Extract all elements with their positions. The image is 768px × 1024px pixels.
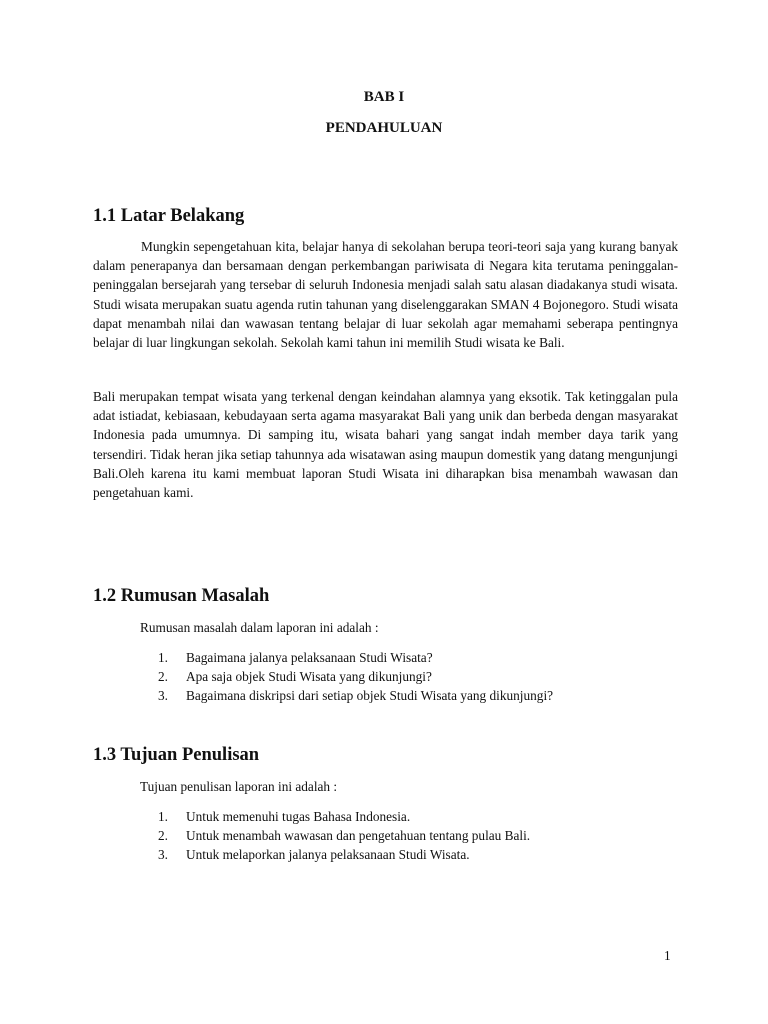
tujuan-penulisan-list xyxy=(158,807,530,864)
list-item xyxy=(158,686,553,705)
chapter-title: PENDAHULUAN xyxy=(325,120,443,136)
list-item-text: Untuk memenuhi tugas Bahasa Indonesia. xyxy=(186,809,411,824)
section-heading-latar-belakang: 1.1 Latar Belakang xyxy=(93,206,245,226)
rumusan-masalah-intro: Rumusan masalah dalam laporan ini adalah : xyxy=(140,620,379,635)
section-heading-rumusan-masalah: 1.2 Rumusan Masalah xyxy=(93,586,270,606)
paragraph-latar-belakang-1: Mungkin sepengetahuan kita, belajar hanya di sekolahan berupa teori-teori saja yang kurang banyak dalam penerapanya dan bersamaan dengan perkembangan pariwisata di Negara kita terutama peninggalan-peninggalan bersejarah yang tersebar di seluruh Indonesia menjadi salah satu alasan diadakanya studi wisata. Studi wisata merupakan suatu agenda rutin tahunan yang diselenggarakan SMAN 4 Bojonegoro. Studi wisata dapat menambah nilai dan wawasan tentang belajar di luar sekolah agar memahami seberapa pentingnya belajar di luar lingkungan sekolah. Sekolah kami tahun ini memilih Studi wisata ke Bali. xyxy=(93,239,678,351)
list-item xyxy=(158,845,530,864)
list-item xyxy=(158,807,530,826)
rumusan-masalah-list xyxy=(158,648,553,705)
list-item xyxy=(158,648,553,667)
list-item-text: Untuk melaporkan jalanya pelaksanaan Studi Wisata. xyxy=(186,847,470,862)
list-item-number: 2. xyxy=(158,828,168,843)
section-heading-tujuan-penulisan: 1.3 Tujuan Penulisan xyxy=(93,745,260,765)
list-item-text: Apa saja objek Studi Wisata yang dikunjungi? xyxy=(186,669,432,684)
list-item-text: Untuk menambah wawasan dan pengetahuan tentang pulau Bali. xyxy=(186,828,531,843)
list-item-number: 3. xyxy=(158,847,168,862)
list-item-number: 2. xyxy=(158,669,168,684)
tujuan-penulisan-intro: Tujuan penulisan laporan ini adalah : xyxy=(140,779,338,794)
list-item-number: 3. xyxy=(158,688,168,703)
page-number: 1 xyxy=(664,948,671,963)
chapter-number: BAB I xyxy=(363,89,405,105)
list-item-number: 1. xyxy=(158,809,168,824)
list-item-number: 1. xyxy=(158,650,168,665)
list-item-text: Bagaimana diskripsi dari setiap objek Studi Wisata yang dikunjungi? xyxy=(186,688,554,703)
paragraph-latar-belakang-2: Bali merupakan tempat wisata yang terkenal dengan keindahan alamnya yang eksotik. Tak ketinggalan pula adat istiadat, kebiasaan, kebudayaan serta agama masyarakat Bali yang unik dan berbeda dengan masyarakat Indonesia pada umumnya. Di samping itu, wisata bahari yang sangat indah member daya tarik yang tersendiri. Tidak heran jika setiap tahunnya ada wisatawan asing maupun domestik yang datang mengunjungi Bali.Oleh karena itu kami membuat laporan Studi Wisata ini diharapkan bisa menambah wawasan dan pengetahuan kami. xyxy=(93,389,678,501)
list-item-text: Bagaimana jalanya pelaksanaan Studi Wisata? xyxy=(186,650,433,665)
list-item xyxy=(158,826,530,845)
list-item xyxy=(158,667,553,686)
